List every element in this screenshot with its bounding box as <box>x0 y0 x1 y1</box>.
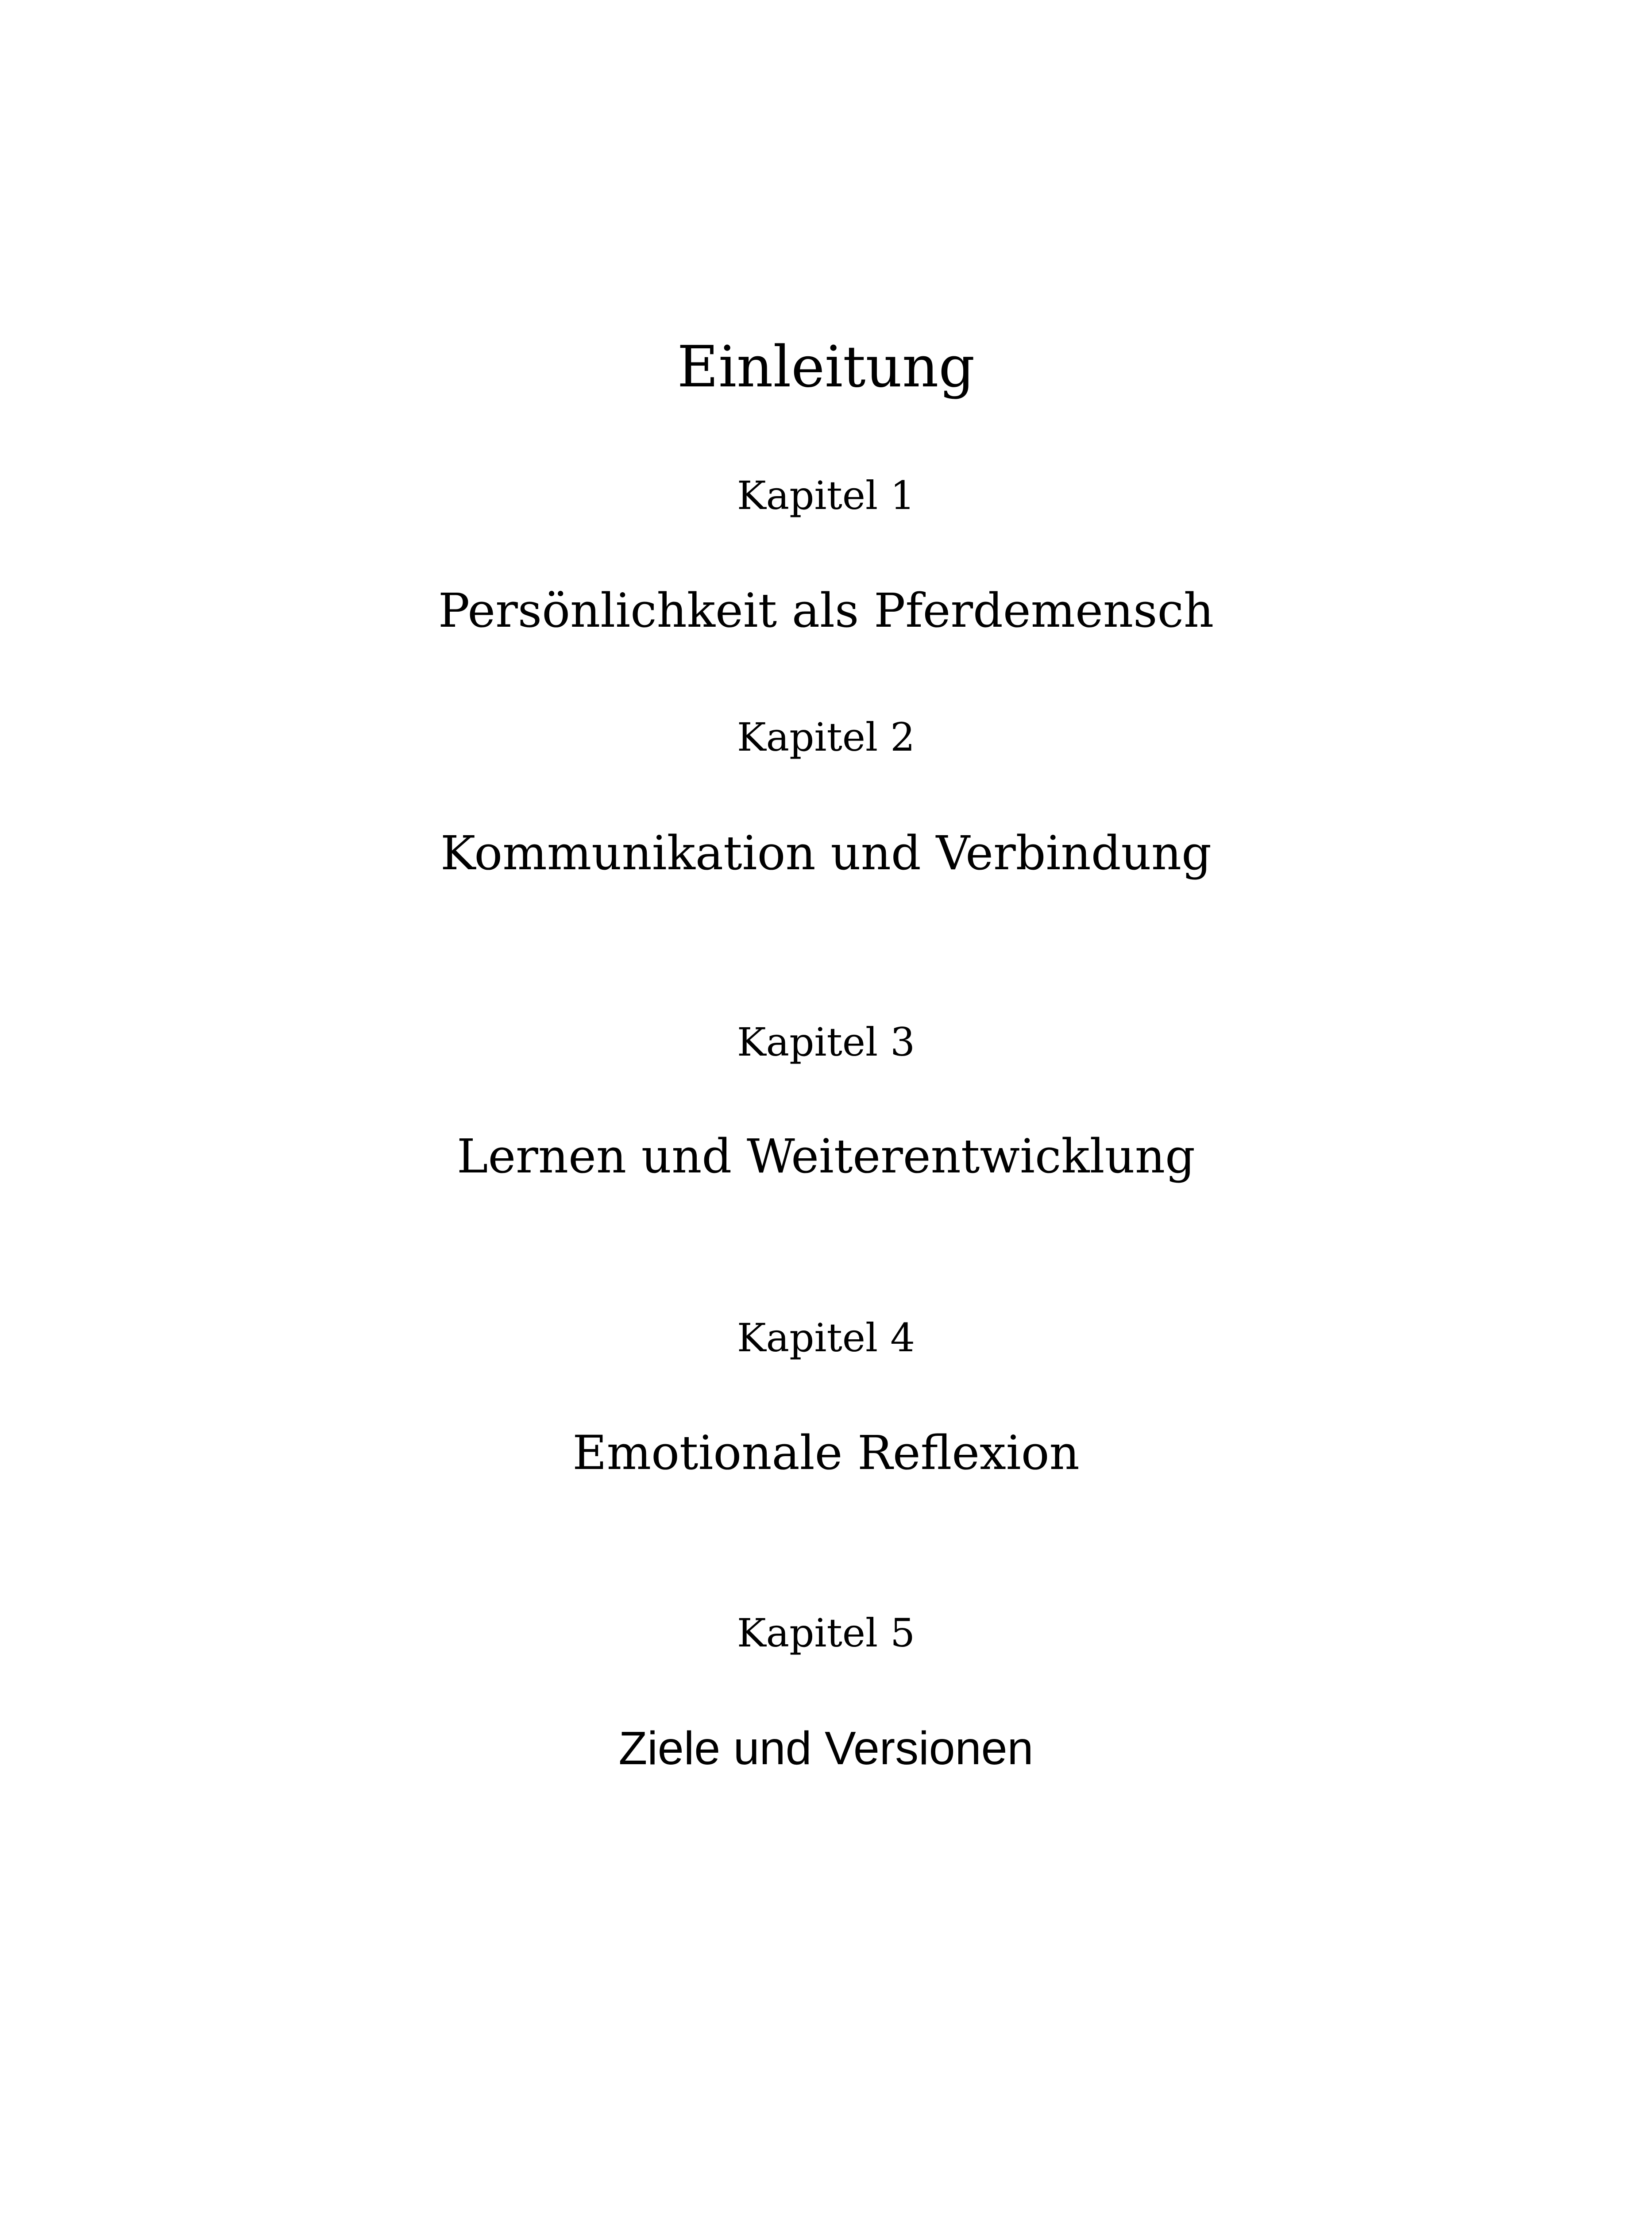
chapter-5-title: Ziele und Versionen <box>618 1722 1034 1774</box>
chapter-4-label: Kapitel 4 <box>737 1315 915 1361</box>
chapter-3-label: Kapitel 3 <box>737 1019 915 1065</box>
chapter-4-title: Emotionale Reflexion <box>572 1426 1080 1480</box>
intro-heading: Einleitung <box>677 334 975 400</box>
chapter-1-label: Kapitel 1 <box>737 473 915 518</box>
chapter-1-title: Persönlichkeit als Pferdemensch <box>438 583 1214 638</box>
chapter-2-title: Kommunikation und Verbindung <box>440 826 1212 880</box>
chapter-3-title: Lernen und Weiterentwicklung <box>457 1129 1195 1184</box>
chapter-5-label: Kapitel 5 <box>737 1610 915 1656</box>
chapter-2-label: Kapitel 2 <box>737 714 915 760</box>
